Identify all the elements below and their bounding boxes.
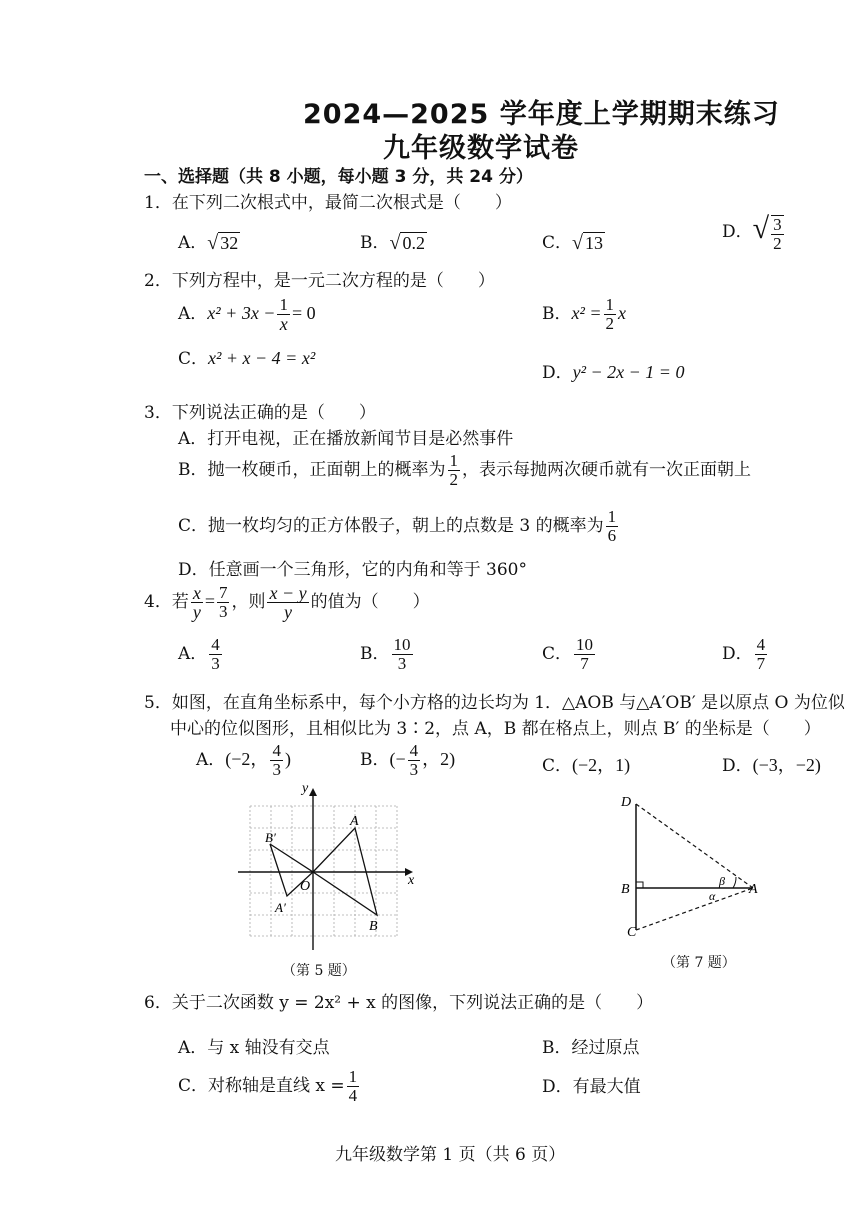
fig5-y-label: y — [302, 781, 309, 796]
q3-option-c: C．抛一枚均匀的正方体骰子，朝上的点数是 3 的概率为 $\frac{1}{6}$ — [178, 507, 617, 545]
q5-stem-line1: 5．如图，在直角坐标系中，每个小方格的边长均为 1．△AOB 与△A′OB′ 是以原点 O 为位似 — [144, 693, 845, 713]
q2-option-d: D．y² − 2x − 1 = 0 — [542, 362, 685, 383]
exam-title-line1: 2024—2025 学年度上学期期末练习 — [303, 99, 780, 130]
fig5-point-a-prime: A′ — [275, 900, 286, 915]
q2-option-c: C．x² + x − 4 = x² — [178, 348, 316, 369]
figure-5-caption: （第 5 题） — [282, 963, 356, 979]
fig5-point-a: A — [350, 814, 359, 829]
q5-option-c: C．(−2，1) — [542, 755, 631, 776]
fig5-point-b-prime: B′ — [265, 830, 276, 845]
fig7-angle-beta: β — [719, 874, 725, 888]
fig7-point-d: D — [621, 795, 632, 810]
q5-option-d: D．(−3，−2) — [722, 755, 821, 776]
q6-option-a: A．与 x 轴没有交点 — [178, 1038, 330, 1058]
q4-option-a: A． $\frac{4}{3}$ — [178, 635, 220, 673]
q4-option-d: D． $\frac{4}{7}$ — [722, 635, 766, 673]
q3-stem: 3．下列说法正确的是（ ） — [144, 403, 376, 423]
section-heading: 一、选择题（共 8 小题，每小题 3 分，共 24 分） — [144, 167, 533, 187]
q3-option-a: A．打开电视，正在播放新闻节目是必然事件 — [178, 429, 514, 449]
page-footer: 九年级数学第 1 页（共 6 页） — [335, 1145, 566, 1165]
q6-option-d: D．有最大值 — [542, 1077, 641, 1097]
q3-option-d: D．任意画一个三角形，它的内角和等于 360° — [178, 560, 527, 580]
q4-option-b: B． $\frac{10}{3}$ — [360, 635, 411, 673]
q1-option-d: D．√ $\frac{3}{2}$ — [722, 212, 782, 253]
figure-7-caption: （第 7 题） — [662, 955, 736, 971]
q1-option-c: C．√ 13 — [542, 232, 603, 254]
q2-option-b: B．x² = $\frac{1}{2}$ x — [542, 295, 627, 333]
q1-option-a: A．√ 32 — [178, 232, 239, 254]
q3-option-b: B．抛一枚硬币，正面朝上的概率为 $\frac{1}{2}$ ，表示每抛两次硬币就有一次正面朝上 — [178, 451, 751, 489]
fig7-angle-alpha: α — [709, 889, 716, 903]
fig5-x-label: x — [408, 873, 415, 888]
fig7-point-a: A — [749, 882, 758, 897]
q2-stem: 2．下列方程中，是一元二次方程的是（ ） — [144, 271, 495, 291]
q6-option-b: B．经过原点 — [542, 1038, 640, 1058]
q5-option-a: A．(−2， $\frac{4}{3}$ ) — [196, 741, 291, 779]
q4-option-c: C． $\frac{10}{7}$ — [542, 635, 594, 673]
q2-option-a: A．x² + 3x − $\frac{1}{x}$ = 0 — [178, 295, 316, 334]
fig7-point-b: B — [621, 882, 630, 897]
figure-5-coordinate-grid — [230, 780, 430, 980]
q5-stem-line2: 中心的位似图形，且相似比为 3∶2，点 A，B 都在格点上，则点 B′ 的坐标是（ ） — [170, 719, 821, 739]
q6-stem: 6．关于二次函数 y = 2x² + x 的图像，下列说法正确的是（ ） — [144, 993, 654, 1013]
fig5-point-b: B — [369, 919, 378, 934]
fig7-point-c: C — [627, 925, 637, 940]
q5-option-b: B．(− $\frac{4}{3}$ ，2) — [360, 741, 456, 779]
q1-option-b: B．√ 0.2 — [360, 232, 425, 254]
q1-stem: 1．在下列二次根式中，最简二次根式是（ ） — [144, 193, 512, 213]
q6-option-c: C．对称轴是直线 x = $\frac{1}{4}$ — [178, 1067, 358, 1105]
exam-title-line2: 九年级数学试卷 — [383, 133, 579, 164]
fig5-origin-label: O — [300, 879, 311, 894]
q4-stem: 4．若 $\frac{x}{y}$ = $\frac{7}{3}$ ，则 $\frac{x - y}{y}$ 的值为（ ） — [144, 583, 430, 622]
figure-7-triangle — [615, 790, 765, 940]
